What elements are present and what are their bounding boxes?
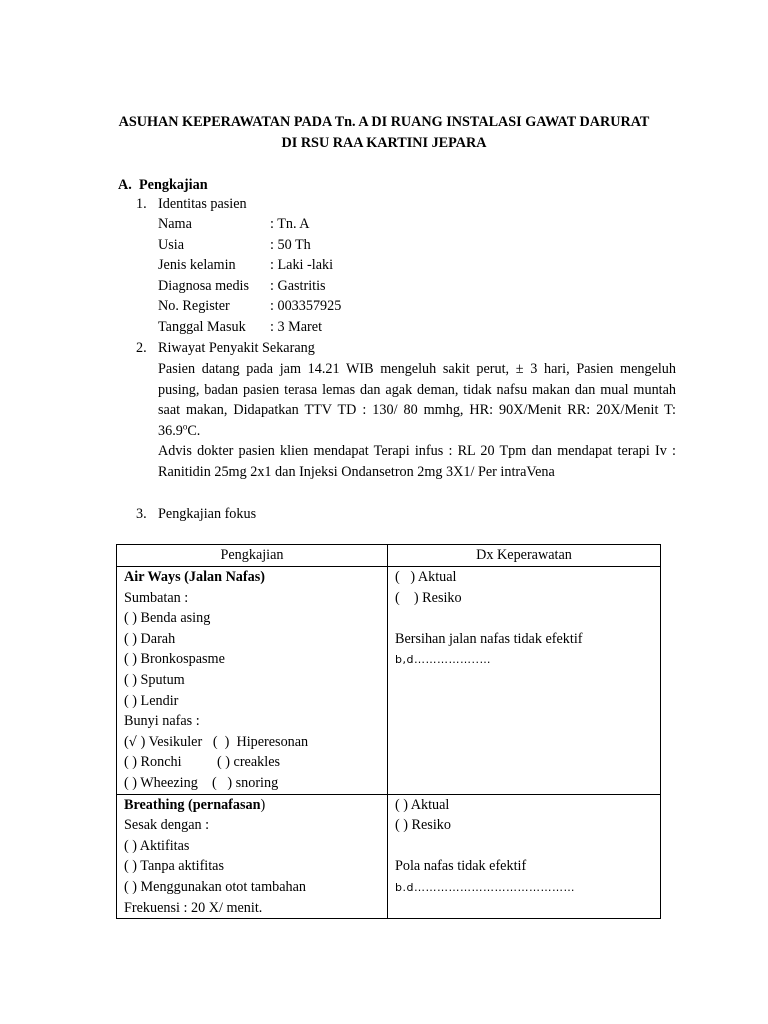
item-2-heading	[136, 338, 315, 359]
section-a-heading	[118, 175, 208, 196]
identity-value: : 3 Maret	[270, 318, 323, 335]
breathing-line: ( ) Tanpa aktifitas	[124, 858, 224, 875]
check-open: (	[124, 733, 129, 750]
breathing-line: ( ) Menggunakan otot tambahan	[124, 878, 307, 895]
breathing-assessment-cell	[117, 794, 388, 919]
identity-label: No. Register	[158, 298, 230, 315]
identity-label: Jenis kelamin	[158, 257, 236, 274]
airways-assessment-cell	[117, 567, 388, 795]
title-line-2: DI RSU RAA KARTINI JEPARA	[281, 135, 487, 151]
item-3-number: 3.	[136, 506, 147, 522]
identity-value: : Laki -laki	[270, 257, 334, 274]
identity-row-nama	[158, 214, 341, 235]
identity-row-diagnosa	[158, 276, 341, 297]
dx-aktual: ( ) Aktual	[395, 796, 450, 813]
item-1-heading	[136, 194, 247, 215]
dx-dots: ……………..…	[413, 653, 491, 667]
breathing-line: ( ) Aktifitas	[124, 837, 190, 854]
airways-dx-cell	[388, 567, 661, 795]
item-3-title: Pengkajian fokus	[158, 506, 257, 522]
identity-value: : 003357925	[270, 298, 342, 315]
dx-diagnosis: Bersihan jalan nafas tidak efektif	[395, 630, 583, 647]
breathing-heading: Breathing (pernafasan	[124, 796, 261, 813]
breathing-dx-cell	[388, 794, 661, 919]
breathing-line: Frekuensi : 20 X/ menit.	[124, 899, 263, 916]
airways-line: ( ) Sputum	[124, 671, 185, 688]
airways-line: ( ) Darah	[124, 630, 176, 647]
table-row-breathing	[117, 794, 661, 919]
item-1-title: Identitas pasien	[158, 196, 247, 212]
identity-row-jenis-kelamin	[158, 255, 341, 276]
item-3-heading	[136, 504, 256, 525]
breathing-heading-line	[124, 795, 387, 816]
identity-row-tanggal-masuk	[158, 317, 341, 338]
identity-row-usia	[158, 235, 341, 256]
dx-dots: ……………………………………	[413, 880, 575, 894]
identity-row-register	[158, 296, 341, 317]
degree-sup: o	[182, 421, 188, 432]
airways-line: ( ) Ronchi ( ) creakles	[124, 754, 281, 771]
dx-bd: b,d	[395, 653, 414, 667]
history-text: Pasien datang pada jam 14.21 WIB mengeluh sakit perut, ± 3 hari, Pasien mengeluh pusing, badan pasien terasa lemas dan agak deman, tidak nafsu makan dan mual muntah saat makan, Didapatkan TTV TD : 130/ 80 mmhg, HR: 90X/Menit RR: 20X/Menit T: 36.9	[158, 361, 676, 439]
table-row-airways	[117, 567, 661, 795]
history-paragraph	[158, 359, 676, 441]
identity-value: : 50 Th	[270, 236, 311, 253]
header-dx-keperawatan: Dx Keperawatan	[388, 545, 661, 567]
header-pengkajian: Pengkajian	[117, 545, 388, 567]
airways-line: ( ) Lendir	[124, 692, 179, 709]
table-header-row	[117, 545, 661, 567]
airways-line: Bunyi nafas :	[124, 713, 200, 730]
patient-identity	[158, 214, 341, 338]
dx-bd-line	[395, 649, 660, 670]
identity-value: : Tn. A	[270, 216, 310, 232]
airways-checked-line	[124, 732, 387, 753]
airways-line: ( ) Bronkospasme	[124, 651, 225, 668]
spacer	[395, 836, 660, 857]
item-2-number: 2.	[136, 340, 147, 356]
identity-label: Tanggal Masuk	[158, 318, 246, 335]
dx-resiko: ( ) Resiko	[395, 817, 451, 834]
airways-line: ( ) Benda asing	[124, 610, 211, 627]
identity-label: Diagnosa medis	[158, 277, 250, 294]
airways-heading: Air Ways (Jalan Nafas)	[124, 569, 265, 585]
dx-aktual: ( ) Aktual	[395, 569, 457, 585]
breathing-line: Sesak dengan :	[124, 817, 210, 834]
breathing-heading-close: )	[260, 796, 266, 813]
airways-line: Sumbatan :	[124, 589, 189, 606]
document-title	[0, 112, 768, 154]
dx-bd-line	[395, 877, 660, 898]
airways-line: ( ) Wheezing ( ) snoring	[124, 774, 279, 791]
section-a-title: Pengkajian	[139, 177, 208, 193]
section-a-letter: A.	[118, 177, 132, 193]
check-rest: ) Vesikuler ( ) Hiperesonan	[137, 733, 309, 750]
identity-label: Usia	[158, 236, 185, 253]
item-2-title: Riwayat Penyakit Sekarang	[158, 340, 315, 356]
dx-bd: b.d	[395, 880, 414, 894]
focus-assessment-table	[116, 544, 661, 919]
item-1-number: 1.	[136, 196, 147, 212]
title-line-1: ASUHAN KEPERAWATAN PADA Tn. A DI RUANG INSTALASI GAWAT DARURAT	[118, 114, 650, 130]
identity-value: : Gastritis	[270, 277, 326, 294]
doctor-advice-paragraph: Advis dokter pasien klien mendapat Terapi infus : RL 20 Tpm dan mendapat terapi Iv : Ranitidin 25mg 2x1 dan Injeksi Ondansetron 2mg 3X1/ Per intraVena	[158, 443, 676, 480]
spacer	[395, 608, 660, 629]
history-text-end: C.	[187, 422, 201, 439]
identity-label: Nama	[158, 216, 192, 232]
dx-resiko: ( ) Resiko	[395, 589, 462, 606]
dx-diagnosis: Pola nafas tidak efektif	[395, 858, 527, 875]
check-mark-icon: √	[128, 734, 138, 750]
